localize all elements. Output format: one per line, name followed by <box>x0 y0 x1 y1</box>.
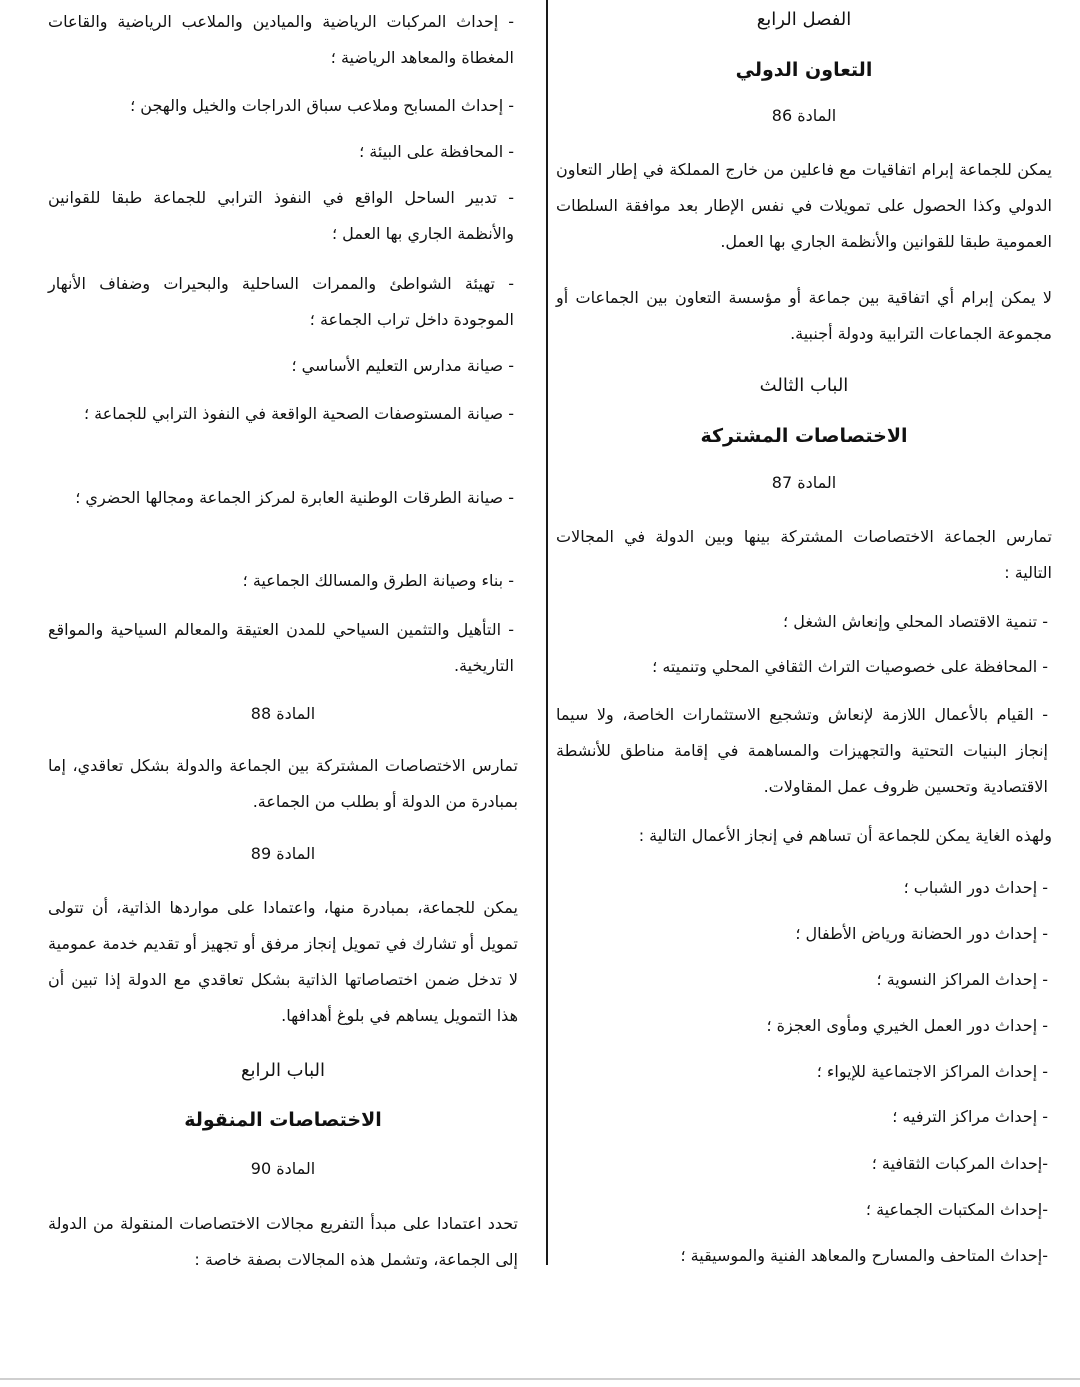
work-item: - إحداث المراكز الاجتماعية للإيواء ؛ <box>816 1062 1048 1081</box>
article-86-paragraph-2: لا يمكن إبرام أي اتفاقية بين جماعة أو مؤسسة التعاون بين الجماعات أو مجموعة الجماعات الترابية ودولة أجنبية. <box>556 288 1052 343</box>
article-87-item-2: - المحافظة على خصوصيات التراث الثقافي المحلي وتنميته ؛ <box>652 657 1048 676</box>
chapter-label: الفصل الرابع <box>756 9 852 30</box>
work-item: -إحداث المتاحف والمسارح والمعاهد الفنية والموسيقية ؛ <box>680 1246 1048 1265</box>
article-88-text: تمارس الاختصاصات المشتركة بين الجماعة والدولة بشكل تعاقدي، إما بمبادرة من الدولة أو بطلب من الجماعة. <box>48 756 518 811</box>
article-87-label: المادة 87 <box>771 473 837 492</box>
article-86-paragraph-1: يمكن للجماعة إبرام اتفاقيات مع فاعلين من خارج المملكة في إطار التعاون الدولي وكذا الحصول على تمويلات في نفس الإطار بعد موافقة السلطات العمومية طبقا للقوانين والأنظمة الجاري بها العمل. <box>556 160 1052 251</box>
work-item: - إحداث المراكز النسوية ؛ <box>876 970 1048 989</box>
article-90-label: المادة 90 <box>250 1159 316 1178</box>
article-89-text: يمكن للجماعة، بمبادرة منها، واعتمادا على مواردها الذاتية، أن تتولى تمويل أو تشارك في تمويل إنجاز مرفق أو تجهيز أو تقديم خدمة عمومية لا تدخل ضمن اختصاصاتها الذاتية بشكل تعاقدي مع الدولة إذا تبين أن هذا التمويل يساهم في بلوغ أهدافها. <box>48 898 518 1025</box>
work-item: - المحافظة على البيئة ؛ <box>359 142 514 161</box>
work-item: - إحداث دور الشباب ؛ <box>903 878 1048 897</box>
chapter-title: التعاون الدولي <box>735 59 873 81</box>
work-item: - بناء وصيانة الطرق والمسالك الجماعية ؛ <box>242 571 514 590</box>
part-3-title: الاختصاصات المشتركة <box>700 425 908 447</box>
work-item: - إحداث دور العمل الخيري ومأوى العجزة ؛ <box>766 1016 1048 1035</box>
article-87-goal: ولهذه الغاية يمكن للجماعة أن تساهم في إنجاز الأعمال التالية : <box>638 826 1052 845</box>
work-item: - إحداث المسابح وملاعب سباق الدراجات والخيل والهجن ؛ <box>130 96 514 115</box>
work-item: - التأهيل والتثمين السياحي للمدن العتيقة والمعالم السياحية والمواقع التاريخية. <box>48 620 514 675</box>
work-item: - تهيئة الشواطئ والممرات الساحلية والبحيرات وضفاف الأنهار الموجودة داخل تراب الجماعة ؛ <box>48 274 514 329</box>
article-86-label: المادة 86 <box>771 106 837 125</box>
work-item: -إحداث المركبات الثقافية ؛ <box>871 1154 1048 1173</box>
part-4-label: الباب الرابع <box>240 1060 326 1081</box>
column-divider <box>546 0 548 1265</box>
work-item: - صيانة الطرقات الوطنية العابرة لمركز الجماعة ومجالها الحضري ؛ <box>75 488 514 507</box>
article-87-intro: تمارس الجماعة الاختصاصات المشتركة بينها وبين الدولة في المجالات التالية : <box>556 527 1052 582</box>
work-item: - صيانة المستوصفات الصحية الواقعة في النفوذ الترابي للجماعة ؛ <box>84 404 514 423</box>
page-bottom-edge <box>0 1378 1080 1380</box>
part-4-title: الاختصاصات المنقولة <box>184 1109 382 1131</box>
work-item: - إحداث دور الحضانة ورياض الأطفال ؛ <box>795 924 1048 943</box>
work-item: - صيانة مدارس التعليم الأساسي ؛ <box>291 356 514 375</box>
work-item: - إحداث المركبات الرياضية والميادين والملاعب الرياضية والقاعات المغطاة والمعاهد الرياضية ؛ <box>48 12 514 67</box>
work-item: - تدبير الساحل الواقع في النفوذ الترابي للجماعة طبقا للقوانين والأنظمة الجاري بها العمل ؛ <box>48 188 514 243</box>
work-item: - إحداث مراكز الترفيه ؛ <box>892 1107 1048 1126</box>
article-90-text: تحدد اعتمادا على مبدأ التفريع مجالات الاختصاصات المنقولة من الدولة إلى الجماعة، وتشمل هذه المجالات بصفة خاصة : <box>48 1214 518 1269</box>
article-87-item-3: - القيام بالأعمال اللازمة لإنعاش وتشجيع الاستثمارات الخاصة، ولا سيما إنجاز البنيات التحتية والتجهيزات والمساهمة في إقامة مناطق للأنشطة الاقتصادية وتحسين ظروف عمل المقاولات. <box>556 705 1048 796</box>
part-3-label: الباب الثالث <box>759 375 849 396</box>
article-87-item-1: - تنمية الاقتصاد المحلي وإنعاش الشغل ؛ <box>783 612 1048 631</box>
article-88-label: المادة 88 <box>250 704 316 723</box>
article-89-label: المادة 89 <box>250 844 316 863</box>
work-item: -إحداث المكتبات الجماعية ؛ <box>865 1200 1048 1219</box>
